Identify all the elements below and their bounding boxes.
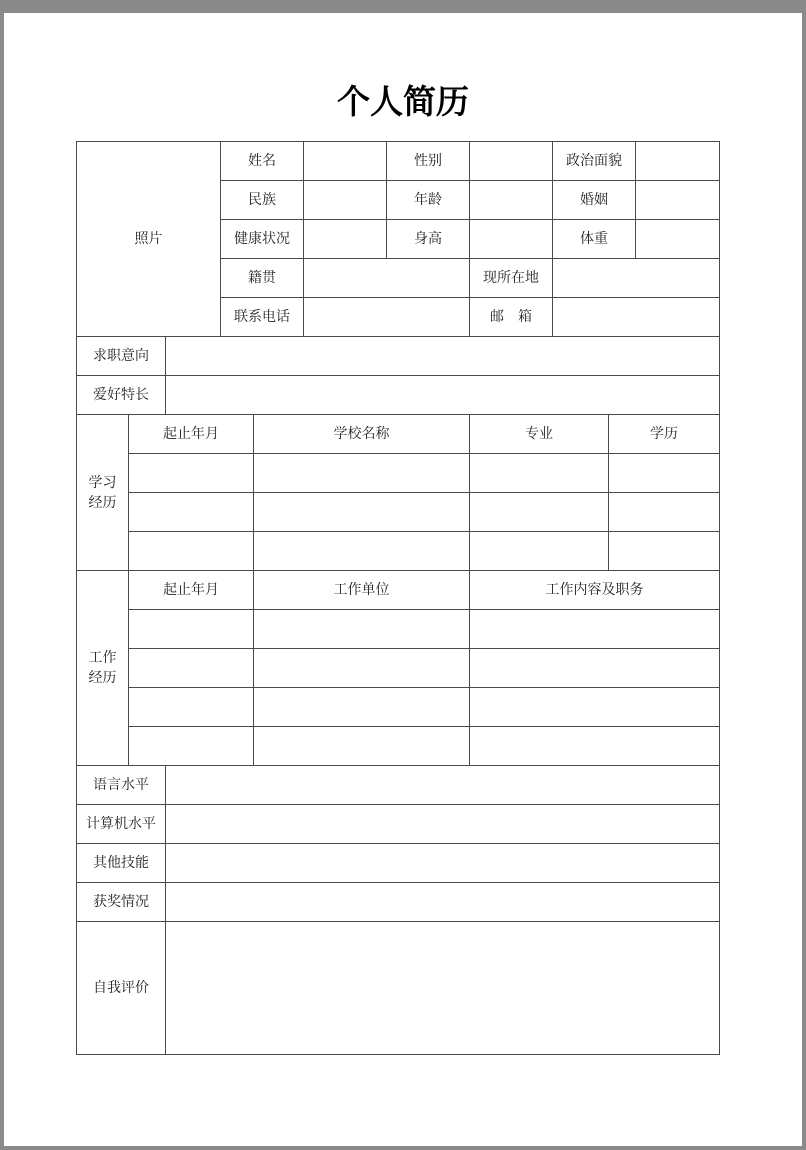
work-label-line2: 经历 [88, 670, 117, 686]
language-label: 语言水平 [77, 766, 166, 805]
other-skills-field[interactable] [166, 844, 720, 883]
health-field[interactable] [304, 220, 387, 259]
work-employer-field[interactable] [254, 688, 470, 727]
weight-field[interactable] [636, 220, 720, 259]
computer-field[interactable] [166, 805, 720, 844]
awards-label: 获奖情况 [77, 883, 166, 922]
work-employer-field[interactable] [254, 649, 470, 688]
education-school-field[interactable] [254, 493, 470, 532]
marital-label: 婚姻 [553, 181, 636, 220]
work-header-period: 起止年月 [129, 571, 254, 610]
location-field[interactable] [553, 259, 720, 298]
page-title: 个人简历 [337, 82, 469, 121]
job-intent-field[interactable] [166, 337, 720, 376]
work-period-field[interactable] [129, 727, 254, 766]
awards-field[interactable] [166, 883, 720, 922]
education-major-field[interactable] [470, 493, 609, 532]
ethnicity-field[interactable] [304, 181, 387, 220]
work-label-line1: 工作 [88, 650, 117, 666]
political-status-field[interactable] [636, 142, 720, 181]
work-duties-field[interactable] [470, 610, 720, 649]
other-skills-label: 其他技能 [77, 844, 166, 883]
education-header-school: 学校名称 [254, 415, 470, 454]
education-period-field[interactable] [129, 532, 254, 571]
education-degree-field[interactable] [609, 532, 720, 571]
work-employer-field[interactable] [254, 610, 470, 649]
education-header-period: 起止年月 [129, 415, 254, 454]
hobbies-label: 爱好特长 [77, 376, 166, 415]
ethnicity-label: 民族 [221, 181, 304, 220]
native-place-label: 籍贯 [221, 259, 304, 298]
age-label: 年龄 [387, 181, 470, 220]
resume-table [76, 141, 720, 1055]
education-major-field[interactable] [470, 532, 609, 571]
age-field[interactable] [470, 181, 553, 220]
location-label: 现所在地 [470, 259, 553, 298]
education-school-field[interactable] [254, 532, 470, 571]
health-label: 健康状况 [221, 220, 304, 259]
height-label: 身高 [387, 220, 470, 259]
education-degree-field[interactable] [609, 493, 720, 532]
work-period-field[interactable] [129, 649, 254, 688]
phone-label: 联系电话 [221, 298, 304, 337]
work-duties-field[interactable] [470, 688, 720, 727]
education-period-field[interactable] [129, 493, 254, 532]
name-field[interactable] [304, 142, 387, 181]
gender-field[interactable] [470, 142, 553, 181]
marital-field[interactable] [636, 181, 720, 220]
political-status-label: 政治面貌 [553, 142, 636, 181]
hobbies-field[interactable] [166, 376, 720, 415]
weight-label: 体重 [553, 220, 636, 259]
education-header-major: 专业 [470, 415, 609, 454]
job-intent-label: 求职意向 [77, 337, 166, 376]
work-header-employer: 工作单位 [254, 571, 470, 610]
work-section-label [77, 571, 129, 766]
computer-label: 计算机水平 [77, 805, 166, 844]
education-school-field[interactable] [254, 454, 470, 493]
education-degree-field[interactable] [609, 454, 720, 493]
language-field[interactable] [166, 766, 720, 805]
email-field[interactable] [553, 298, 720, 337]
work-period-field[interactable] [129, 610, 254, 649]
work-duties-field[interactable] [470, 649, 720, 688]
self-eval-field[interactable] [166, 922, 720, 1055]
work-duties-field[interactable] [470, 727, 720, 766]
education-period-field[interactable] [129, 454, 254, 493]
education-label-line1: 学习 [88, 474, 117, 491]
education-section-label [77, 415, 129, 571]
native-place-field[interactable] [304, 259, 470, 298]
work-period-field[interactable] [129, 688, 254, 727]
work-header-duties: 工作内容及职务 [470, 571, 720, 610]
self-eval-label: 自我评价 [77, 922, 166, 1055]
gender-label: 性别 [387, 142, 470, 181]
education-major-field[interactable] [470, 454, 609, 493]
education-label-line2: 经历 [88, 494, 117, 511]
name-label: 姓名 [221, 142, 304, 181]
photo-cell: 照片 [77, 142, 221, 337]
education-header-degree: 学历 [609, 415, 720, 454]
phone-field[interactable] [304, 298, 470, 337]
work-employer-field[interactable] [254, 727, 470, 766]
email-label: 邮 箱 [470, 298, 553, 337]
height-field[interactable] [470, 220, 553, 259]
